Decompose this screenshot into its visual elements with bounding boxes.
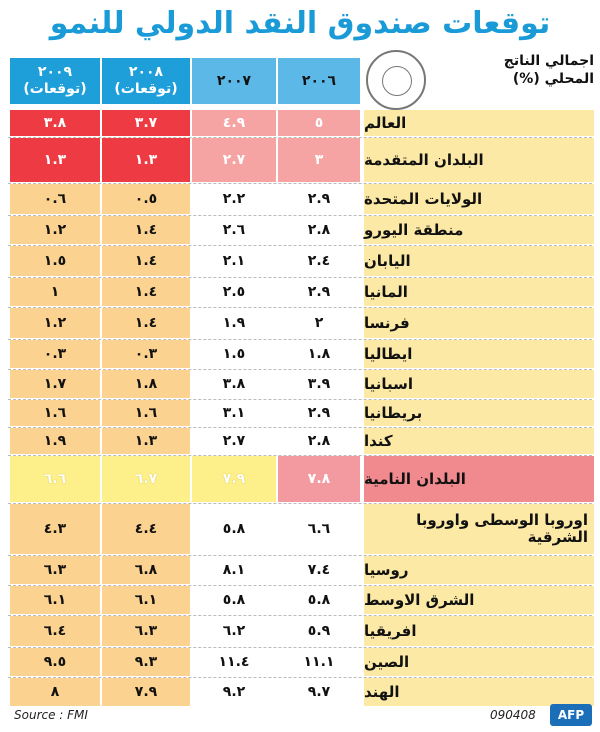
value-cell-r7-c3: ٠.٣	[10, 340, 100, 368]
value-cell-r7-c0: ١.٨	[307, 346, 331, 362]
value-cell-r3-c1: ٢.٦	[222, 222, 246, 238]
row-label-8: اسبانيا	[364, 370, 594, 398]
value-cell-r15-c3: ٦.٤	[10, 616, 100, 646]
date-code: 090408	[490, 708, 536, 722]
column-header-2009-forecast: ٢٠٠٩ (توقعات)	[10, 58, 100, 104]
value-cell-r13-c1: ٨.١	[222, 562, 246, 578]
value-cell-r8-c1: ٣.٨	[222, 376, 246, 392]
value-cell-r14-c0: ٥.٨	[307, 592, 331, 608]
indicator-label: اجمالي الناتج المحلي (%)	[503, 53, 594, 87]
row-label-4: اليابان	[364, 246, 594, 276]
value-cell-r2-c3: ٠.٦	[10, 184, 100, 214]
column-header-2006: ٢٠٠٦	[278, 58, 360, 104]
value-cell-r4-c3: ١.٥	[10, 246, 100, 276]
value-cell-r2-c0: ٢.٩	[307, 191, 331, 207]
row-label-11: البلدان النامية	[364, 456, 594, 502]
value-cell-r13-c2: ٦.٨	[102, 556, 190, 584]
value-cell-r16-c1: ١١.٤	[218, 654, 250, 670]
value-cell-r0-c1: ٤.٩	[192, 110, 276, 136]
value-cell-r1-c3: ١.٣	[10, 138, 100, 182]
row-label-1: البلدان المتقدمة	[364, 138, 594, 182]
value-cell-r10-c2: ١.٣	[102, 428, 190, 454]
row-label-16: الصين	[364, 648, 594, 676]
value-cell-r16-c0: ١١.١	[303, 654, 335, 670]
row-label-7: ايطاليا	[364, 340, 594, 368]
row-label-12: اوروبا الوسطى واوروبا الشرقية	[364, 504, 594, 554]
value-cell-r11-c3: ٦.٦	[10, 456, 100, 502]
value-cell-r6-c1: ١.٩	[222, 315, 246, 331]
value-cell-r1-c2: ١.٣	[102, 138, 190, 182]
imf-seal-area	[366, 50, 494, 106]
value-cell-r1-c1: ٢.٧	[192, 138, 276, 182]
value-cell-r2-c2: ٠.٥	[102, 184, 190, 214]
row-label-6: فرنسا	[364, 308, 594, 338]
value-cell-r1-c0: ٣	[278, 138, 360, 182]
value-cell-r2-c1: ٢.٢	[222, 191, 246, 207]
value-cell-r6-c3: ١.٢	[10, 308, 100, 338]
value-cell-r17-c3: ٨	[10, 678, 100, 706]
value-cell-r15-c0: ٥.٩	[307, 623, 331, 639]
row-label-3: منطقة اليورو	[364, 216, 594, 244]
value-cell-r4-c1: ٢.١	[222, 253, 246, 269]
value-cell-r8-c0: ٣.٩	[307, 376, 331, 392]
value-cell-r16-c3: ٩.٥	[10, 648, 100, 676]
value-cell-r14-c2: ٦.١	[102, 586, 190, 614]
value-cell-r13-c0: ٧.٤	[307, 562, 331, 578]
value-cell-r11-c0: ٧.٨	[278, 456, 360, 502]
value-cell-r7-c2: ٠.٣	[102, 340, 190, 368]
value-cell-r3-c3: ١.٢	[10, 216, 100, 244]
value-cell-r6-c0: ٢	[314, 315, 324, 331]
value-cell-r12-c1: ٥.٨	[222, 521, 246, 537]
row-label-10: كندا	[364, 428, 594, 454]
row-label-5: المانيا	[364, 278, 594, 306]
value-cell-r13-c3: ٦.٣	[10, 556, 100, 584]
value-cell-r12-c0: ٦.٦	[307, 521, 331, 537]
value-cell-r15-c2: ٦.٣	[102, 616, 190, 646]
value-cell-r4-c0: ٢.٤	[307, 253, 331, 269]
value-cell-r7-c1: ١.٥	[222, 346, 246, 362]
value-cell-r17-c0: ٩.٧	[307, 684, 331, 700]
row-label-15: افريقيا	[364, 616, 594, 646]
value-cell-r17-c2: ٧.٩	[102, 678, 190, 706]
value-cell-r0-c3: ٣.٨	[10, 110, 100, 136]
value-cell-r5-c1: ٢.٥	[222, 284, 246, 300]
value-cell-r5-c2: ١.٤	[102, 278, 190, 306]
row-label-9: بريطانيا	[364, 400, 594, 426]
row-label-0: العالم	[364, 110, 594, 136]
source-note: Source : FMI	[14, 708, 88, 722]
chart-title: توقعات صندوق النقد الدولي للنمو	[49, 6, 551, 41]
value-cell-r11-c2: ٦.٧	[102, 456, 190, 502]
value-cell-r12-c3: ٤.٣	[10, 504, 100, 554]
value-cell-r3-c2: ١.٤	[102, 216, 190, 244]
value-cell-r16-c2: ٩.٣	[102, 648, 190, 676]
column-header-2007: ٢٠٠٧	[192, 58, 276, 104]
value-cell-r5-c3: ١	[10, 278, 100, 306]
globe-icon	[382, 66, 412, 96]
value-cell-r4-c2: ١.٤	[102, 246, 190, 276]
value-cell-r15-c1: ٦.٢	[222, 623, 246, 639]
value-cell-r6-c2: ١.٤	[102, 308, 190, 338]
value-cell-r5-c0: ٢.٩	[307, 284, 331, 300]
value-cell-r9-c3: ١.٦	[10, 400, 100, 426]
value-cell-r9-c2: ١.٦	[102, 400, 190, 426]
row-label-2: الولايات المتحدة	[364, 184, 594, 214]
value-cell-r14-c1: ٥.٨	[222, 592, 246, 608]
value-cell-r8-c3: ١.٧	[10, 370, 100, 398]
value-cell-r10-c0: ٢.٨	[307, 433, 331, 449]
value-cell-r3-c0: ٢.٨	[307, 222, 331, 238]
row-label-13: روسيا	[364, 556, 594, 584]
imf-seal-icon	[366, 50, 426, 110]
value-cell-r0-c0: ٥	[278, 110, 360, 136]
value-cell-r12-c2: ٤.٤	[102, 504, 190, 554]
row-label-17: الهند	[364, 678, 594, 706]
value-cell-r10-c1: ٢.٧	[222, 433, 246, 449]
value-cell-r0-c2: ٣.٧	[102, 110, 190, 136]
column-header-2008-forecast: ٢٠٠٨ (توقعات)	[102, 58, 190, 104]
value-cell-r10-c3: ١.٩	[10, 428, 100, 454]
value-cell-r11-c1: ٧.٩	[192, 456, 276, 502]
value-cell-r9-c0: ٢.٩	[307, 405, 331, 421]
afp-logo: AFP	[550, 704, 592, 726]
value-cell-r9-c1: ٣.١	[222, 405, 246, 421]
value-cell-r8-c2: ١.٨	[102, 370, 190, 398]
value-cell-r17-c1: ٩.٢	[222, 684, 246, 700]
value-cell-r14-c3: ٦.١	[10, 586, 100, 614]
row-label-14: الشرق الاوسط	[364, 586, 594, 614]
